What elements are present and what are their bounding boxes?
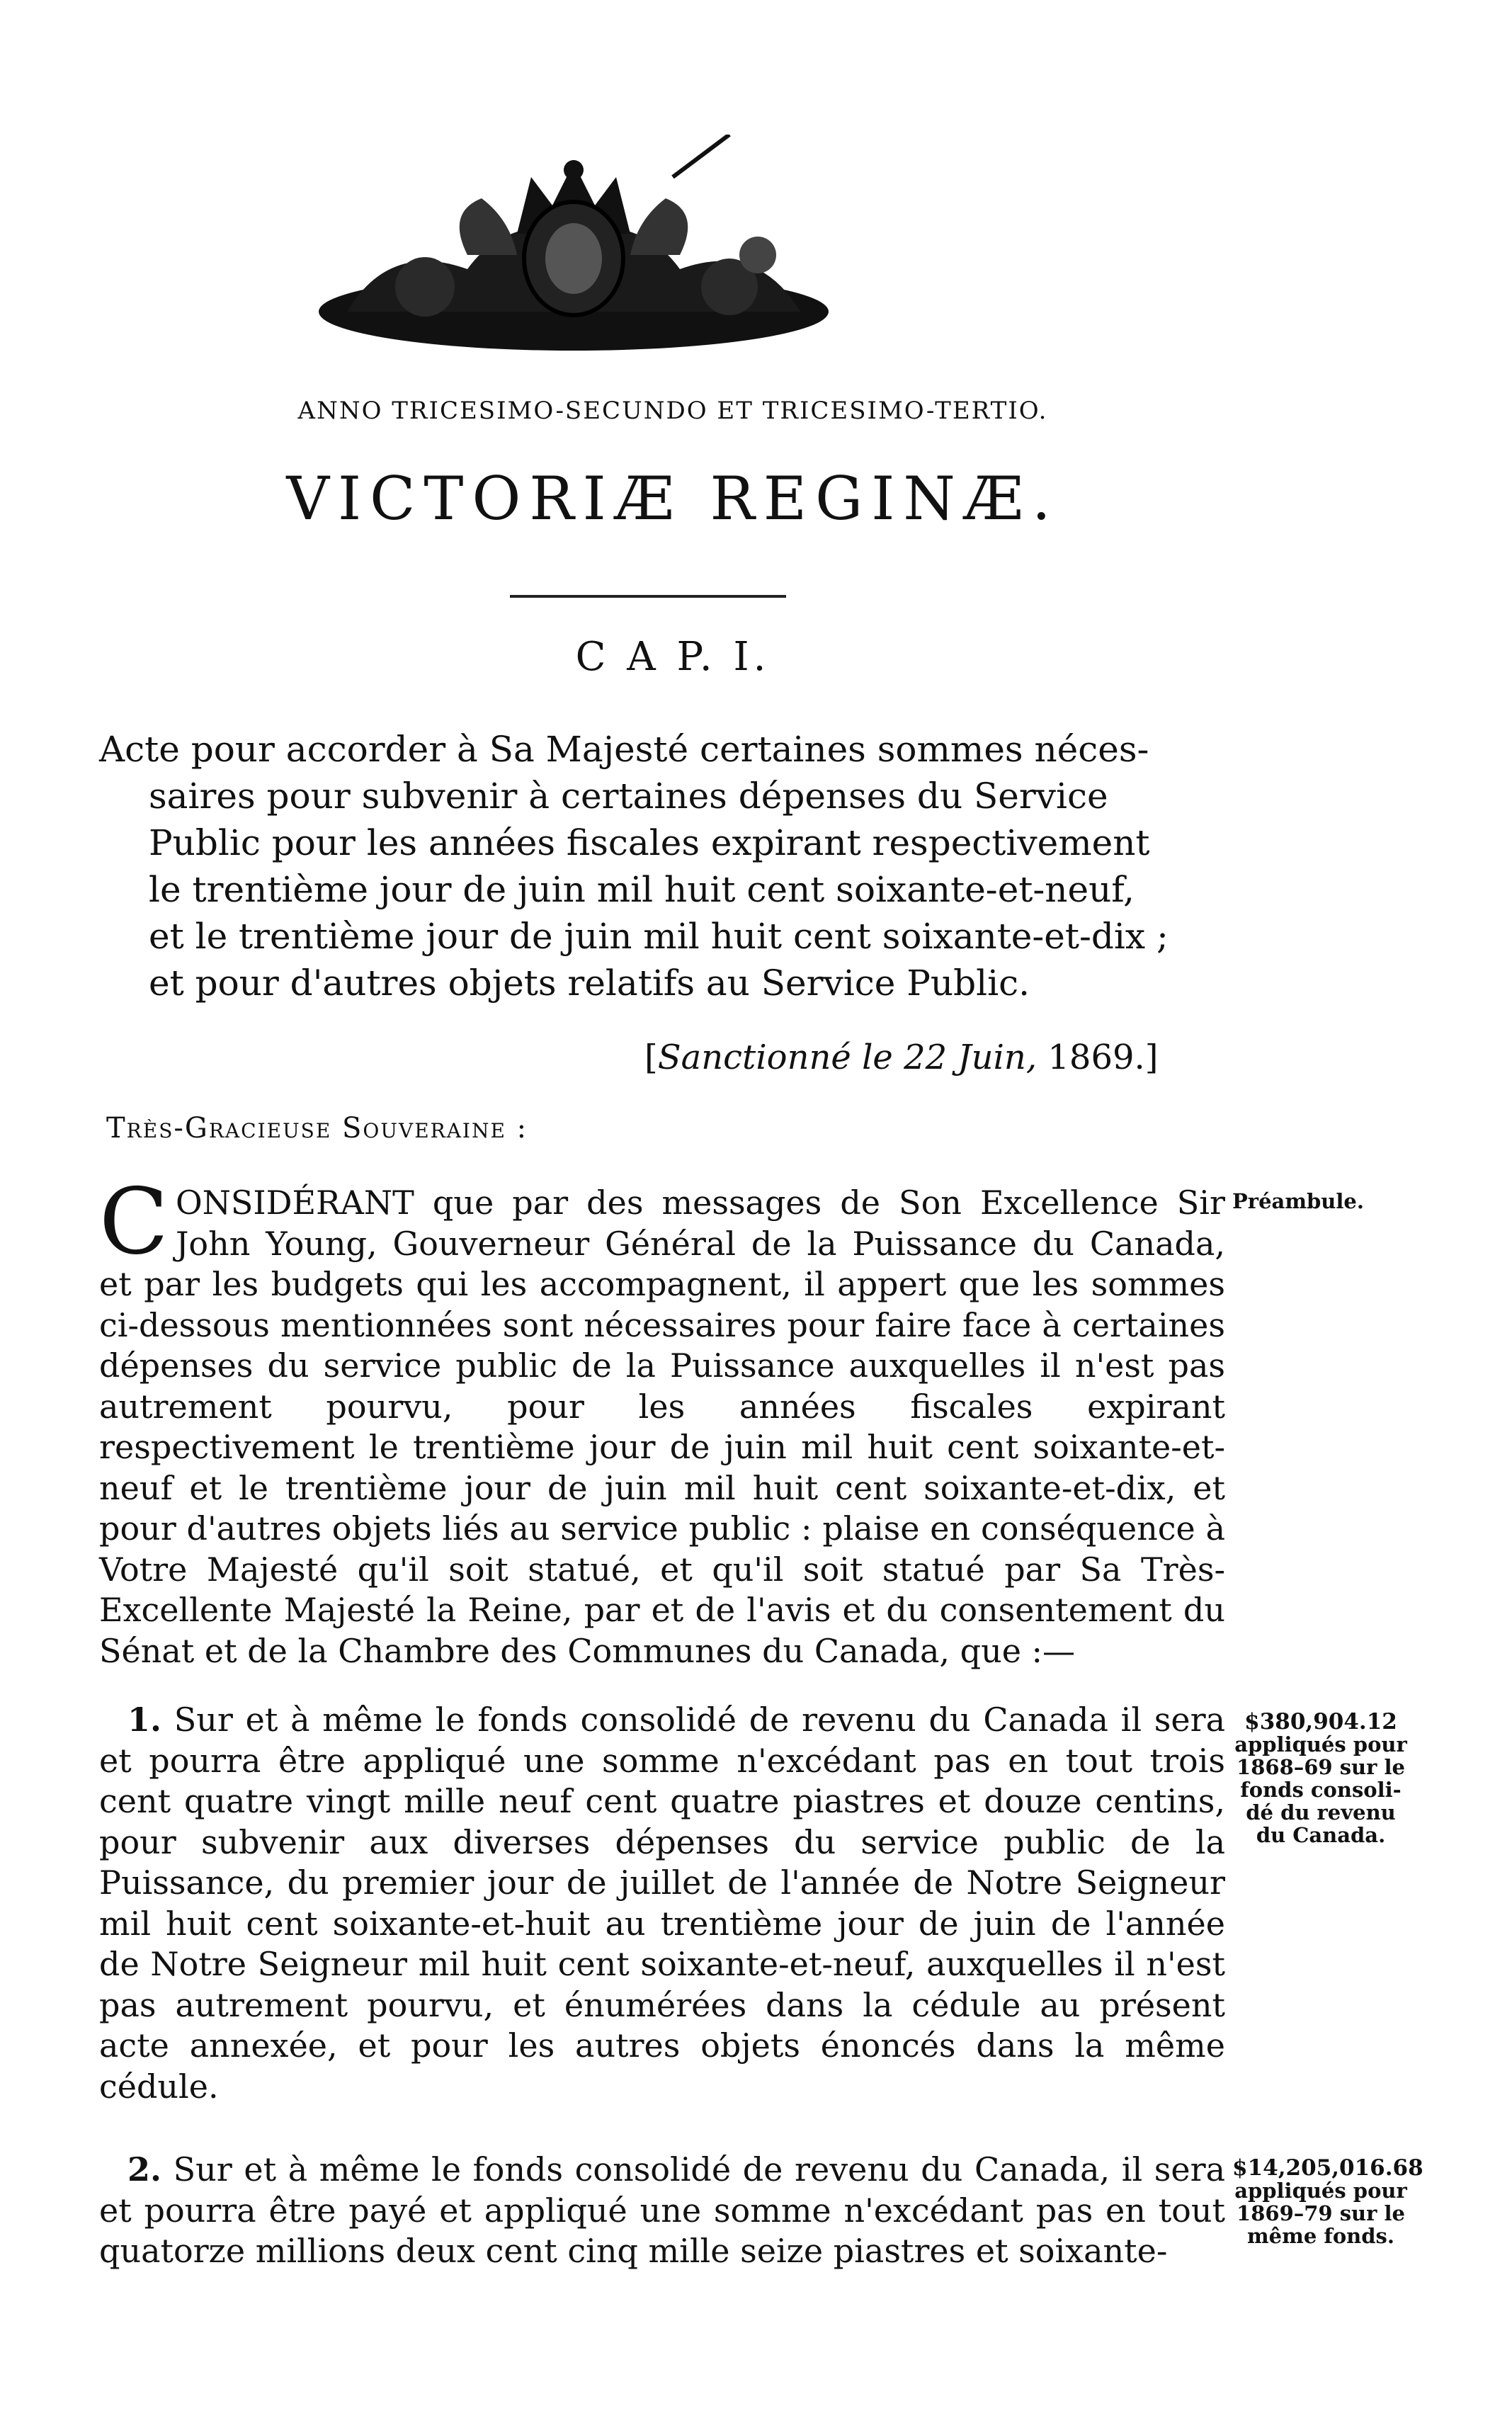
act-title-line: saires pour subvenir à certaines dépenses du Service [149, 776, 1108, 817]
regnal-year-heading: ANNO TRICESIMO-SECUNDO ET TRICESIMO-TERTIO. [297, 397, 1048, 425]
assent-date [644, 1038, 1159, 1077]
assent-close-bracket: ] [1144, 1038, 1159, 1077]
section-1-text: Sur et à même le fonds consolidé de revenu du Canada il sera et pourra être appliqué une somme n'excédant pas en tout trois cent quatre vingt mille neuf cent quatre piastres et douze centins, pour subvenir aux diverses dépenses du service public de la Puissance, du premier jour de juillet de l'année de Notre Seigneur mil huit cent soixante-et-huit au trentième jour de juin de l'année de Notre Seigneur mil huit cent soixante-et-neuf, auxquelles il n'est pas autrement pourvu, et énumérées dans la cédule au présent acte annexée, et pour les autres objets énoncés dans la même cédule. [99, 1701, 1226, 2106]
act-title-line: et pour d'autres objets relatifs au Service Public. [149, 963, 1030, 1004]
preamble-paragraph [99, 1169, 1225, 1671]
act-title-line: et le trentième jour de juin mil huit cent soixante-et-dix ; [149, 916, 1169, 957]
section-number: 1. [127, 1701, 162, 1739]
section-2 [99, 2150, 1225, 2272]
salutation: Très-Gracieuse Souveraine : [106, 1112, 528, 1145]
section-number: 2. [127, 2150, 162, 2189]
margin-note-text: appliqués pour 1868–69 sur le fonds consoli-dé du revenu du Canada. [1234, 1732, 1407, 1847]
margin-note-text: appliqués pour 1869–79 sur le même fonds. [1234, 2179, 1407, 2248]
assent-open-bracket: [ [644, 1038, 658, 1077]
preamble-text: ONSIDÉRANT que par des messages de Son Excellence Sir John Young, Gouverneur Général de la Puissance du Canada, et par les budgets qui les accompagnent, il appert que les sommes ci-dessous mentionnées sont nécessaires pour faire face à certaines dépenses du service public de la Puissance auxquelles il n'est pas autrement pourvu, pour les années fiscales expirant respectivement le trentième jour de juin mil huit cent soixante-et-neuf et le trentième jour de juin mil huit cent soixante-et-dix, et pour d'autres objets liés au service public : plaise en conséquence à Votre Majesté qu'il soit statué, et qu'il soit statué par Sa Très-Excellente Majesté la Reine, par et de l'avis et du consentement du Sénat et de la Chambre des Communes du Canada, que :— [99, 1184, 1225, 1670]
section-2-text: Sur et à même le fonds consolidé de revenu du Canada, il sera et pourra être payé et appliqué une somme n'excédant pas en tout quatorze millions deux cent cinq mille seize piastres et soixante- [99, 2150, 1226, 2270]
margin-amount: $14,205,016.68 [1232, 2155, 1423, 2181]
margin-note-section-1 [1232, 1710, 1409, 1846]
heading-divider [510, 595, 786, 598]
margin-amount: $380,904.12 [1244, 1709, 1397, 1735]
act-title-line: Public pour les années fiscales expirant respectivement [149, 822, 1150, 863]
margin-note-section-2 [1232, 2155, 1423, 2248]
reign-heading: VICTORIÆ REGINÆ. [286, 464, 1059, 533]
assent-text: Sanctionné le 22 Juin, [657, 1038, 1038, 1077]
act-title-line: le trentième jour de juin mil huit cent soixante-et-neuf, [149, 869, 1135, 910]
drop-cap: C [99, 1169, 169, 1275]
assent-year: 1869. [1047, 1038, 1145, 1077]
chapter-number: C A P. I. [575, 634, 771, 680]
act-title [99, 726, 1239, 1006]
section-1 [99, 1700, 1225, 2107]
margin-note-preamble: Préambule. [1232, 1189, 1364, 1213]
act-title-line: Acte pour accorder à Sa Majesté certaines sommes néces- [99, 729, 1149, 770]
royal-coat-of-arms-emblem [305, 135, 843, 368]
